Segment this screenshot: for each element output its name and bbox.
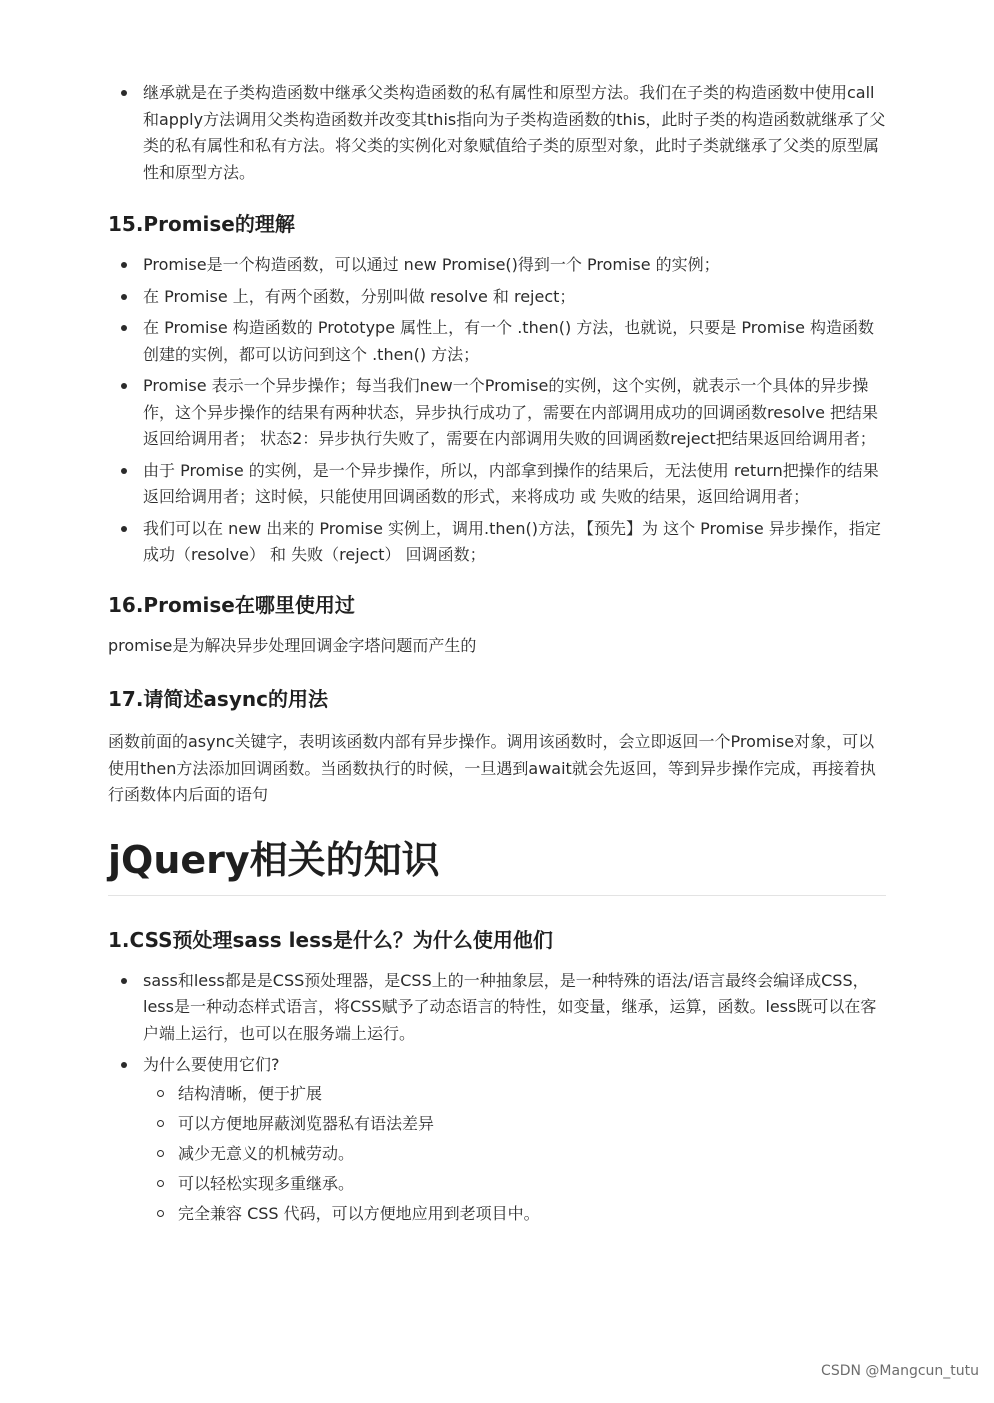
jquery-title: jQuery相关的知识 (108, 837, 440, 882)
promise-list (108, 252, 886, 569)
sub-list-item: 结构清晰，便于扩展 (143, 1081, 886, 1107)
sub-list-item: 可以方便地屏蔽浏览器私有语法差异 (143, 1111, 886, 1137)
section-16-text: promise是为解决异步处理回调金字塔问题而产生的 (108, 635, 477, 655)
list-item-label: 为什么要使用它们? (143, 1055, 280, 1074)
section-heading-17: 17.请简述async的用法 (108, 687, 328, 711)
sub-list-item: 完全兼容 CSS 代码，可以方便地应用到老项目中。 (143, 1201, 886, 1227)
section-heading-16: 16.Promise在哪里使用过 (108, 592, 355, 617)
list-item: Promise 表示一个异步操作；每当我们new一个Promise的实例，这个实例，就表示一个具体的异步操作，这个异步操作的结果有两种状态，异步执行成功了，需要在内部调用成功的回调函数resolve 把结果返回给调用者； 状态2：异步执行失败了，需要在内部调用失败的回调函数reject把结果返回给调用者； (108, 373, 886, 453)
css-list (108, 968, 886, 1227)
document-page (108, 80, 886, 1232)
title-divider (108, 895, 886, 896)
list-item: 我们可以在 new 出来的 Promise 实例上，调用.then()方法，【预先】为 这个 Promise 异步操作，指定成功（resolve） 和 失败（reject） 回调函数； (108, 516, 886, 569)
section-17-text: 函数前面的async关键字，表明该函数内部有异步操作。调用该函数时，会立即返回一个Promise对象，可以使用then方法添加回调函数。当函数执行的时候，一旦遇到await就会先返回，等到异步操作完成，再接着执行函数体内后面的语句 (108, 732, 876, 804)
list-item: sass和less都是是CSS预处理器，是CSS上的一种抽象层，是一种特殊的语法/语言最终会编译成CSS，less是一种动态样式语言，将CSS赋予了动态语言的特性，如变量，继承，运算，函数。less既可以在客户端上运行，也可以在服务端上运行。 (108, 968, 886, 1048)
list-item: Promise是一个构造函数，可以通过 new Promise()得到一个 Promise 的实例； (108, 252, 886, 279)
list-item: 由于 Promise 的实例，是一个异步操作，所以，内部拿到操作的结果后，无法使用 return把操作的结果返回给调用者；这时候，只能使用回调函数的形式，来将成功 或 失败的结果，返回给调用者； (108, 458, 886, 511)
list-item: 在 Promise 构造函数的 Prototype 属性上，有一个 .then() 方法，也就说，只要是 Promise 构造函数创建的实例，都可以访问到这个 .then() 方法； (108, 315, 886, 368)
list-item: 在 Promise 上，有两个函数，分别叫做 resolve 和 reject； (108, 284, 886, 311)
list-item: 继承就是在子类构造函数中继承父类构造函数的私有属性和原型方法。我们在子类的构造函数中使用call和apply方法调用父类构造函数并改变其this指向为子类构造函数的this，此时子类的构造函数就继承了父类的私有属性和私有方法。将父类的实例化对象赋值给子类的原型对象，此时子类就继承了父类的原型属性和原型方法。 (108, 80, 886, 186)
watermark: CSDN @Mangcun_tutu (821, 1363, 979, 1379)
sub-list-item: 可以轻松实现多重继承。 (143, 1171, 886, 1197)
list-item (108, 1052, 886, 1227)
section-heading-css: 1.CSS预处理sass less是什么？为什么使用他们 (108, 927, 553, 952)
sub-list (143, 1081, 886, 1227)
sub-list-item: 减少无意义的机械劳动。 (143, 1141, 886, 1167)
intro-list (108, 80, 886, 186)
section-heading-15: 15.Promise的理解 (108, 212, 295, 236)
